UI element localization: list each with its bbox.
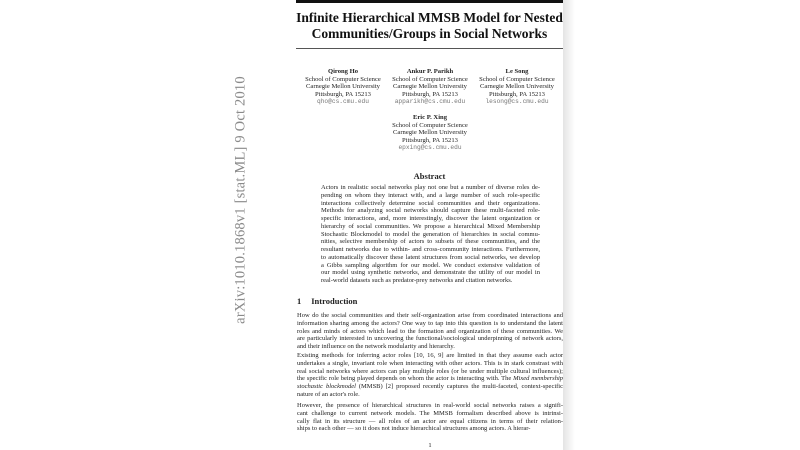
text-line: hierarchy of social communities. We propose a hierarchical Mixed Membership [321, 222, 540, 230]
author-block [380, 68, 480, 106]
author-name: Qirong Ho [327, 68, 359, 75]
paragraph [297, 352, 563, 399]
author-name: Ankur P. Parikh [406, 68, 454, 75]
text-line: cally flat in its structure — all roles of an actor are equal citizens in terms of their relation- [297, 417, 563, 425]
section-number: 1 [297, 296, 302, 306]
text-line: cant challenge to current network models. The MMSB formalism described above is intrinsi- [297, 409, 563, 417]
author-block [293, 68, 393, 106]
text-line: real-world datasets such as predator-prey networks and citation networks. [321, 277, 513, 284]
text-line: the specific role being played depends on whom the actor is interacting with. The Mixed membership [297, 375, 563, 383]
author-univ: Carnegie Mellon University [393, 83, 467, 91]
text-line: specific interactions, and, more interestingly, discover the latent organization or [321, 215, 540, 222]
text-line: How do the social communities and their self-organization arise from coordinated interactions and [297, 312, 563, 319]
author-dept: School of Computer Science [392, 121, 468, 129]
page-number: 1 [428, 442, 432, 449]
author-dept: School of Computer Science [392, 75, 468, 83]
abstract-body [321, 184, 540, 285]
paper-title [296, 10, 563, 42]
section-heading-introduction [297, 296, 367, 306]
author-name: Le Song [505, 68, 529, 75]
author-univ: Carnegie Mellon University [306, 83, 380, 91]
author-email: apparikh@cs.cmu.edu [394, 98, 466, 106]
text-line: resultant networks due to within- and cross-community interactions. Furthermore, [321, 246, 540, 253]
title-line-1: Infinite Hierarchical MMSB Model for Nested [296, 10, 563, 25]
author-block [467, 68, 567, 106]
text-line: Stochastic Blockmodel to model the generation of hierarchies in social commu- [321, 230, 540, 238]
text-line: and their influence on the network modularity and hierarchy. [297, 343, 455, 350]
paragraph [297, 312, 563, 351]
text-line: Methods for analyzing social networks should capture these multi-faceted role- [321, 207, 540, 215]
text-line: a Gibbs sampling algorithm for our model. We conduct extensive validation of [321, 261, 540, 269]
text-line: roles and minds of actors which lead to the formation and organization of these communities. We [297, 327, 563, 335]
text-line: Existing methods for inferring actor roles [10, 16, 9] are limited in that they assume each actor [297, 352, 563, 359]
text-line: undertakes a single, invariant role when interacting with other actors. This is in stark constrast with [297, 359, 563, 367]
text-line: Actors in realistic social networks play not one but a number of diverse roles de- [321, 184, 540, 191]
title-line-2: Communities/Groups in Social Networks [311, 26, 548, 41]
section-title: Introduction [311, 296, 358, 306]
author-addr: Pittsburgh, PA 15213 [402, 90, 458, 98]
text-line: interactions collectively determine social communities and their organizations. [321, 199, 540, 207]
author-addr: Pittsburgh, PA 15213 [402, 136, 458, 144]
text-line: nities, selective membership of actors to subsets of these communities, and the [321, 238, 540, 246]
title-bottom-rule [296, 48, 563, 49]
author-name: Eric P. Xing [412, 114, 447, 121]
text-line: pending on whom they interact with, and a large number of such role-specific [321, 191, 540, 199]
paragraph [297, 402, 563, 433]
text-line: to automatically discover these latent structures from social networks, we develop [321, 253, 540, 261]
text-line: ships to each other — so it does not induce hierarchical structures among actors. A hierar- [297, 425, 531, 433]
author-email: lesong@cs.cmu.edu [485, 98, 549, 106]
text-line: our model using synthetic networks, and demonstrate the utility of our model in [321, 269, 540, 277]
author-block [380, 114, 480, 152]
text-line: However, the presence of hierarchical structures in real-world social networks raises a signifi- [297, 402, 563, 409]
abstract-heading: Abstract [413, 171, 446, 181]
title-top-rule [296, 0, 563, 3]
text-line: are particularly interested in uncovering the functional/sociological underpinning of network actors, [297, 335, 563, 343]
text-line: stochastic blockmodel (MMSB) [2] proposed recently captures the multi-faceted, context-specific [297, 383, 563, 390]
author-email: epxing@cs.cmu.edu [398, 144, 462, 152]
text-line: information sharing among the actors? One way to tap into this question is to understand the latent [297, 319, 563, 327]
author-addr: Pittsburgh, PA 15213 [489, 90, 545, 98]
author-univ: Carnegie Mellon University [393, 129, 467, 137]
author-dept: School of Computer Science [479, 75, 555, 83]
author-dept: School of Computer Science [305, 75, 381, 83]
author-addr: Pittsburgh, PA 15213 [315, 90, 371, 98]
text-line: real social networks where actors can play multiple roles (or be under multiple cultural influences); [297, 367, 563, 375]
author-univ: Carnegie Mellon University [480, 83, 554, 91]
arxiv-stamp: arXiv:1010.1868v1 [stat.ML] 9 Oct 2010 [232, 76, 249, 324]
text-line: nature of an actor's role. [297, 390, 360, 398]
author-email: qho@cs.cmu.edu [317, 98, 369, 106]
